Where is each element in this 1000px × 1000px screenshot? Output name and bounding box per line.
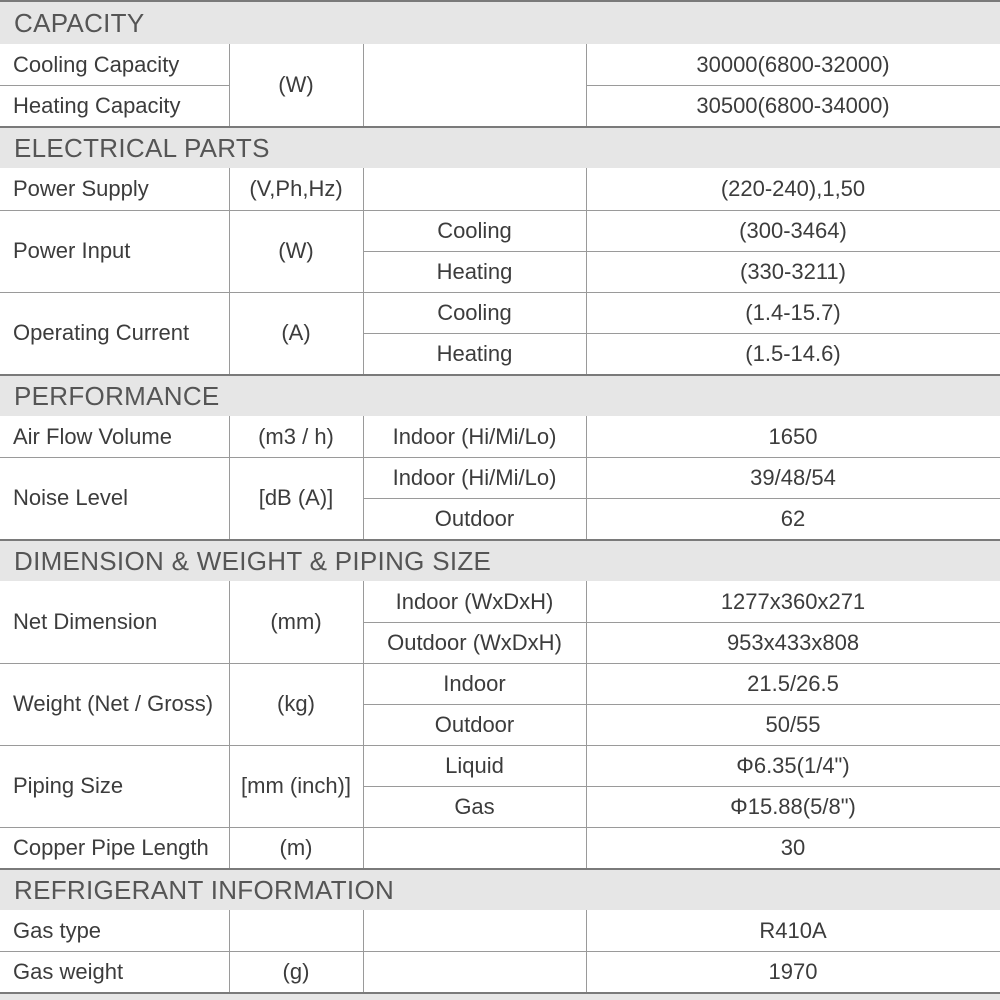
- spec-unit: (W): [278, 238, 314, 263]
- column-divider: [229, 168, 230, 374]
- spec-value: 62: [780, 505, 806, 531]
- column-divider: [363, 44, 364, 126]
- spec-value: (1.4-15.7): [745, 299, 841, 325]
- column-divider: [586, 416, 587, 539]
- spec-condition: [363, 827, 586, 868]
- spec-label: Gas type: [13, 917, 102, 943]
- spec-value: (1.5-14.6): [745, 340, 841, 366]
- spec-value: (220-240),1,50: [720, 176, 866, 201]
- column-divider: [363, 416, 364, 539]
- spec-unit: (V,Ph,Hz): [249, 176, 343, 201]
- spec-value: 39/48/54: [750, 464, 836, 490]
- spec-label: Power Supply: [13, 176, 149, 201]
- spec-unit: (mm): [270, 609, 322, 634]
- spec-unit: [dB (A)]: [258, 485, 334, 510]
- column-divider: [229, 44, 230, 126]
- spec-unit: [229, 910, 363, 951]
- column-divider: [363, 581, 364, 868]
- spec-label: Gas weight: [13, 958, 124, 984]
- spec-condition: Indoor (Hi/Mi/Lo): [392, 423, 557, 449]
- spec-condition: Indoor: [443, 670, 506, 696]
- spec-condition: Cooling: [437, 299, 512, 325]
- spec-value: R410A: [759, 917, 827, 943]
- spec-condition: Outdoor: [434, 711, 515, 737]
- spec-unit: (m3 / h): [258, 423, 334, 449]
- spec-label: Air Flow Volume: [13, 423, 172, 449]
- spec-condition: Cooling: [437, 217, 512, 243]
- spec-value: 1970: [768, 958, 818, 984]
- spec-unit: (A): [281, 320, 311, 345]
- column-divider: [586, 168, 587, 374]
- spec-label: Piping Size: [13, 773, 124, 798]
- section-header-performance: PERFORMANCE: [0, 374, 1000, 416]
- spec-unit: (kg): [277, 691, 315, 716]
- spec-unit: (W): [278, 72, 314, 97]
- column-divider: [229, 581, 230, 868]
- spec-value: 953x433x808: [726, 629, 860, 655]
- spec-condition: [363, 910, 586, 951]
- spec-label: Weight (Net / Gross): [13, 691, 214, 716]
- spec-condition: Liquid: [445, 752, 504, 778]
- spec-label: Net Dimension: [13, 609, 158, 634]
- spec-value: Φ6.35(1/4"): [736, 752, 850, 778]
- spec-label: Operating Current: [13, 320, 190, 345]
- spec-condition: Outdoor (WxDxH): [387, 629, 562, 655]
- section-header-capacity: CAPACITY: [0, 0, 1000, 44]
- spec-value: 1650: [768, 423, 818, 449]
- spec-condition: Gas: [454, 793, 495, 819]
- spec-condition: Outdoor: [434, 505, 515, 531]
- spec-condition: Indoor (Hi/Mi/Lo): [392, 464, 557, 490]
- column-divider: [586, 910, 587, 992]
- section-header-refrigerant-information: REFRIGERANT INFORMATION: [0, 868, 1000, 910]
- spec-value: 21.5/26.5: [747, 670, 839, 696]
- column-divider: [363, 910, 364, 992]
- spec-label: Cooling Capacity: [13, 51, 180, 77]
- spec-label: Heating Capacity: [13, 92, 181, 118]
- column-divider: [363, 168, 364, 374]
- spec-condition: Indoor (WxDxH): [395, 588, 554, 614]
- spec-condition: Heating: [436, 258, 513, 284]
- column-divider: [229, 910, 230, 992]
- spec-value: 50/55: [765, 711, 821, 737]
- spec-value: 30: [780, 834, 806, 860]
- spec-label: Noise Level: [13, 485, 128, 510]
- spec-value: (330-3211): [740, 258, 846, 284]
- spec-condition: [363, 951, 586, 992]
- column-divider: [586, 581, 587, 868]
- spec-value: 1277x360x271: [720, 588, 866, 614]
- column-divider: [586, 44, 587, 126]
- spec-unit: (g): [282, 958, 310, 984]
- column-divider: [229, 416, 230, 539]
- spec-value: 30500(6800-34000): [696, 92, 890, 118]
- spec-condition: [363, 44, 586, 126]
- section-header-dimension-weight-piping-size: DIMENSION & WEIGHT & PIPING SIZE: [0, 539, 1000, 581]
- spec-value: Φ15.88(5/8"): [730, 793, 856, 819]
- spec-label: Power Input: [13, 238, 131, 263]
- spec-condition: [363, 168, 586, 210]
- table-bottom-bar: [0, 992, 1000, 1000]
- section-header-electrical-parts: ELECTRICAL PARTS: [0, 126, 1000, 168]
- spec-label: Copper Pipe Length: [13, 834, 209, 860]
- spec-value: 30000(6800-32000): [696, 51, 890, 77]
- spec-unit: (m): [279, 834, 313, 860]
- spec-condition: Heating: [436, 340, 513, 366]
- spec-unit: [mm (inch)]: [241, 773, 351, 798]
- spec-value: (300-3464): [739, 217, 847, 243]
